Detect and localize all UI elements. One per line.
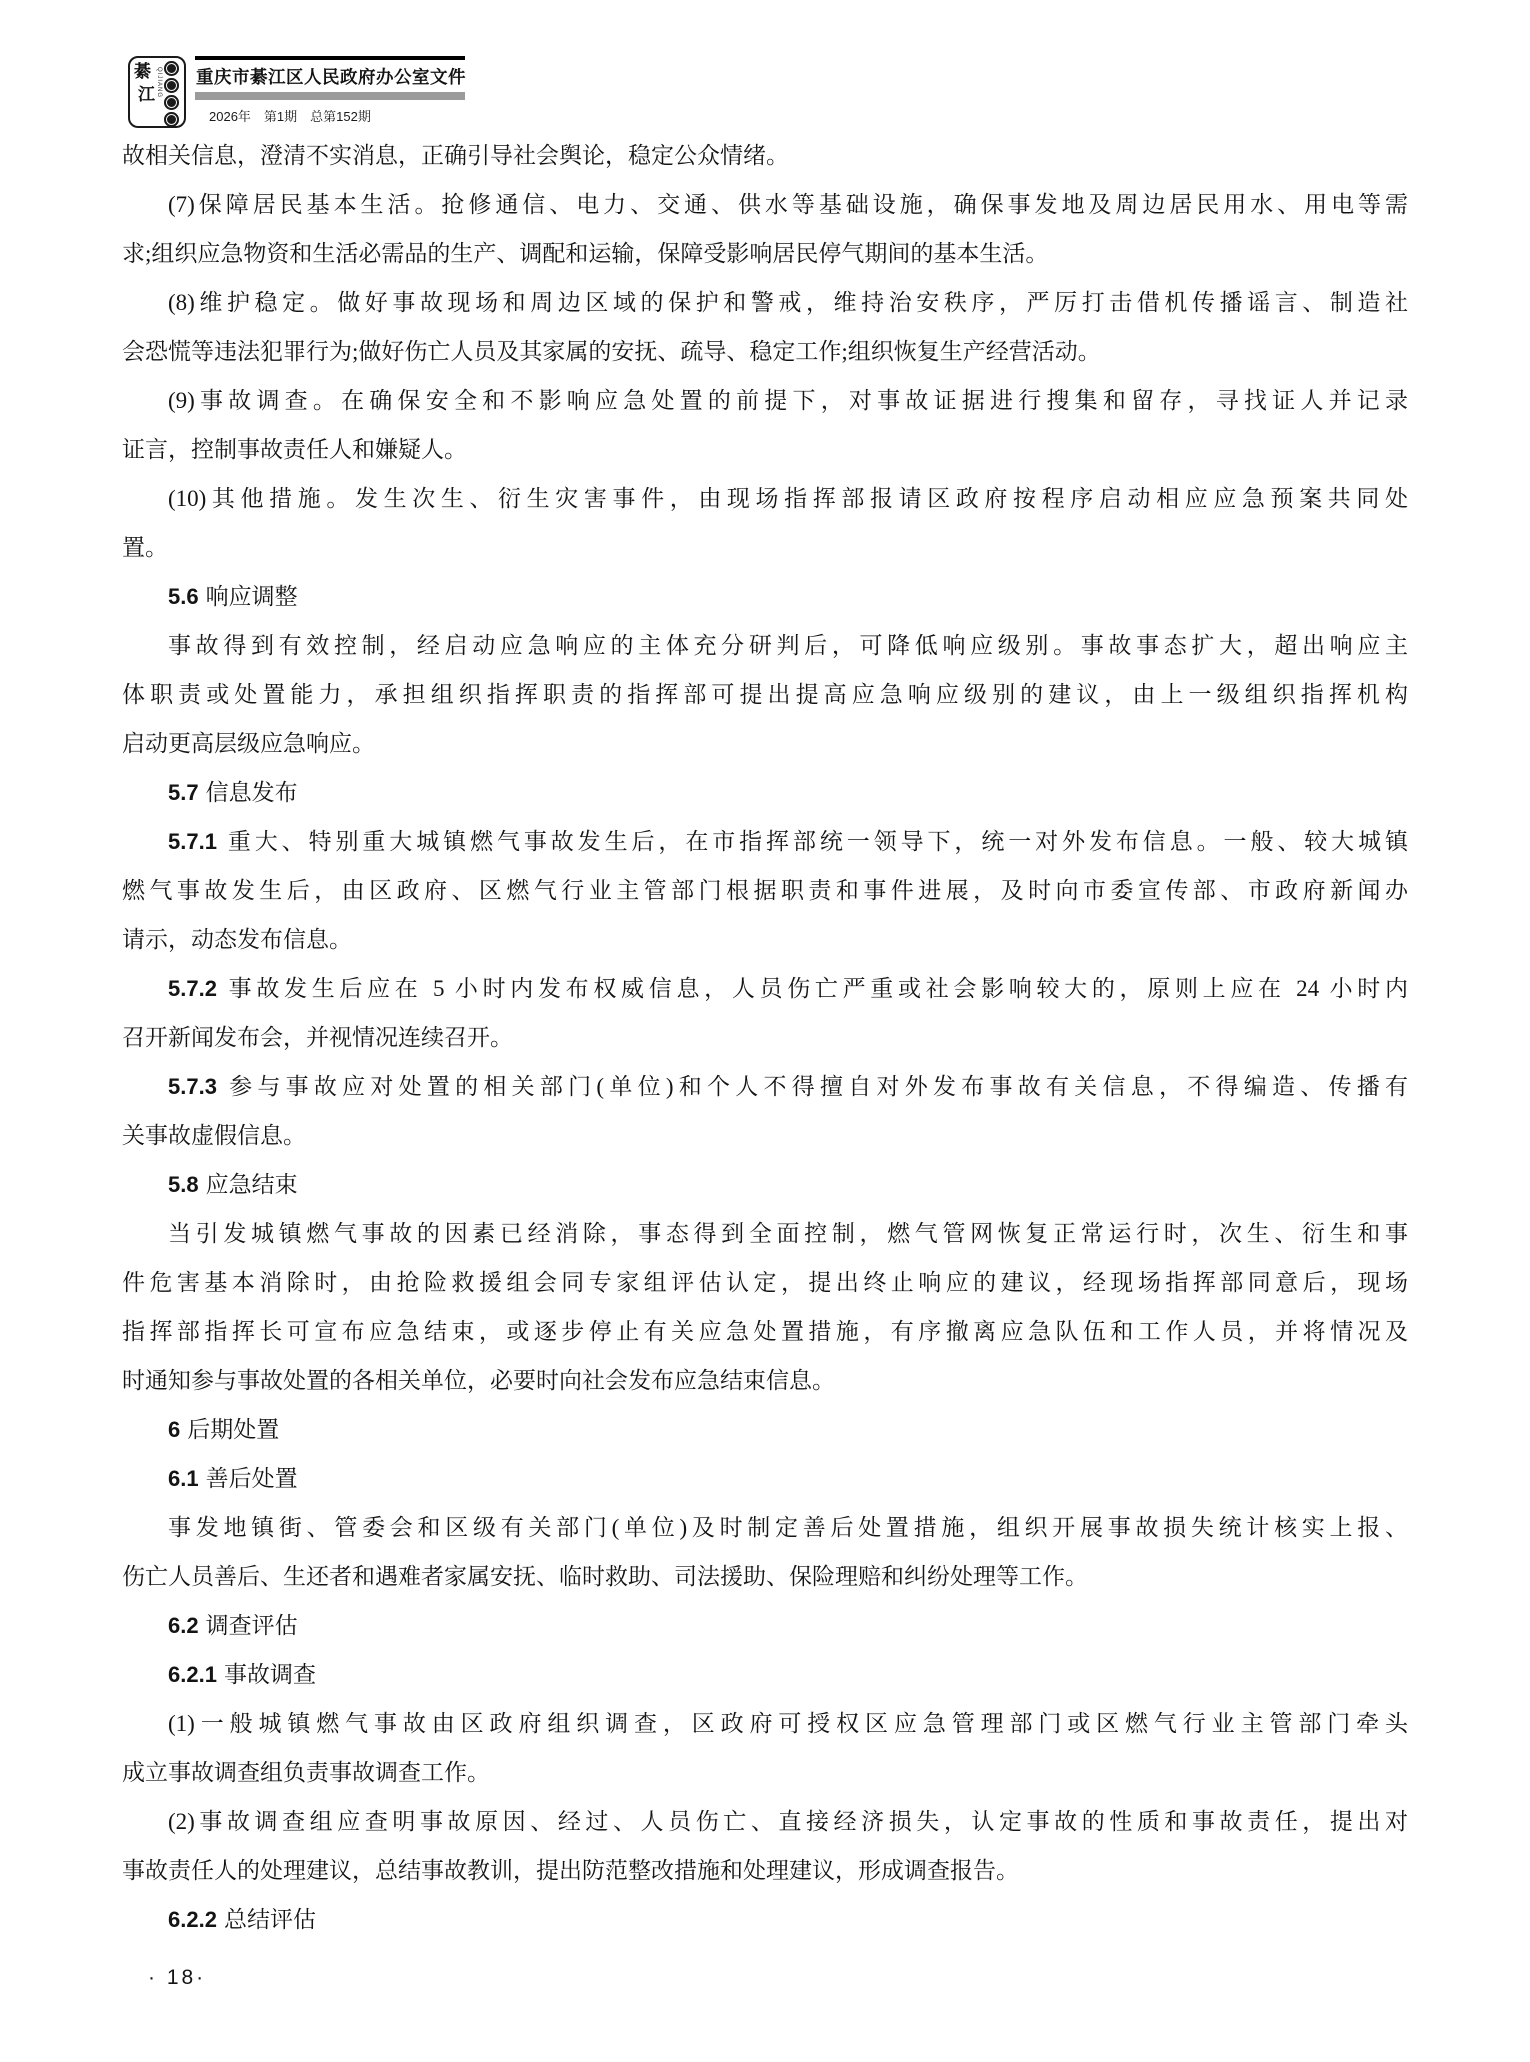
body-line: [122, 1356, 1408, 1405]
logo-char-1: 綦: [134, 62, 151, 81]
section-number: 5.7: [168, 780, 199, 805]
body-line: [122, 1552, 1408, 1601]
body-line: [122, 1307, 1408, 1356]
body-line: [122, 915, 1408, 964]
logo-seal-column: [164, 61, 179, 127]
seal-icon: [164, 61, 179, 76]
body-line: [122, 1503, 1408, 1552]
logo-romanized-label: QIJIANG: [156, 67, 162, 99]
section-number: 6: [168, 1417, 181, 1442]
line-text: (1)一般城镇燃气事故由区政府组织调查，区政府可授权区应急管理部门或区燃气行业主管部门牵头: [168, 1711, 1408, 1736]
line-text: 召开新闻发布会，并视情况连续召开。: [122, 1025, 513, 1050]
body-line: [122, 523, 1408, 572]
line-text: 事故调查: [223, 1662, 316, 1687]
logo-char-2: 江: [138, 84, 155, 104]
section-number: 6.2.2: [168, 1907, 217, 1932]
body-line: [122, 670, 1408, 719]
body-line: [122, 1454, 1408, 1503]
issue-info: 2026年 第1期 总第152期: [209, 109, 371, 124]
body-line: [122, 131, 1408, 180]
body-line: [122, 376, 1408, 425]
body-line: [122, 1258, 1408, 1307]
line-text: 求;组织应急物资和生活必需品的生产、调配和运输，保障受影响居民停气期间的基本生活。: [122, 241, 1049, 266]
section-number: 5.7.2: [168, 976, 217, 1001]
line-text: 启动更高层级应急响应。: [122, 731, 375, 756]
line-text: 伤亡人员善后、生还者和遇难者家属安抚、临时救助、司法援助、保险理赔和纠纷处理等工作。: [122, 1564, 1088, 1589]
page-number: · 18·: [148, 1966, 207, 1989]
line-text: 善后处置: [205, 1466, 298, 1491]
line-text: 信息发布: [205, 780, 298, 805]
section-number: 6.2: [168, 1613, 199, 1638]
line-text: (7)保障居民基本生活。抢修通信、电力、交通、供水等基础设施，确保事发地及周边居民用水、用电等需: [168, 192, 1408, 217]
body-line: [122, 1062, 1408, 1111]
line-text: 件危害基本消除时，由抢险救援组会同专家组评估认定，提出终止响应的建议，经现场指挥部同意后，现场: [122, 1270, 1408, 1295]
body-line: [122, 1160, 1408, 1209]
section-number: 6.2.1: [168, 1662, 217, 1687]
body-line: [122, 1601, 1408, 1650]
line-text: 事故得到有效控制，经启动应急响应的主体充分研判后，可降低响应级别。事故事态扩大，超出响应主: [168, 633, 1408, 658]
body-line: [122, 1013, 1408, 1062]
qijiang-logo: [128, 56, 186, 128]
line-text: 时通知参与事故处置的各相关单位，必要时向社会发布应急结束信息。: [122, 1368, 835, 1393]
line-text: 响应调整: [205, 584, 298, 609]
body-line: [122, 1209, 1408, 1258]
line-text: 应急结束: [205, 1172, 298, 1197]
body-text: [122, 131, 1408, 1944]
masthead: [128, 56, 465, 128]
line-text: 体职责或处置能力，承担组织指挥职责的指挥部可提出提高应急响应级别的建议，由上一级组织指挥机构: [122, 682, 1408, 707]
section-number: 5.7.1: [168, 829, 217, 854]
masthead-title-block: [195, 56, 465, 125]
line-text: (9)事故调查。在确保安全和不影响应急处置的前提下，对事故证据进行搜集和留存，寻找证人并记录: [168, 388, 1408, 413]
document-title: 重庆市綦江区人民政府办公室文件: [196, 67, 466, 87]
body-line: [122, 1797, 1408, 1846]
body-line: [122, 180, 1408, 229]
body-line: [122, 866, 1408, 915]
seal-icon: [164, 95, 179, 110]
line-text: (2)事故调查组应查明事故原因、经过、人员伤亡、直接经济损失，认定事故的性质和事故责任，提出对: [168, 1809, 1408, 1834]
line-text: (10)其他措施。发生次生、衍生灾害事件，由现场指挥部报请区政府按程序启动相应应急预案共同处: [168, 486, 1408, 511]
line-text: 成立事故调查组负责事故调查工作。: [122, 1760, 490, 1785]
line-text: (8)维护稳定。做好事故现场和周边区域的保护和警戒，维持治安秩序，严厉打击借机传播谣言、制造社: [168, 290, 1408, 315]
line-text: 指挥部指挥长可宣布应急结束，或逐步停止有关应急处置措施，有序撤离应急队伍和工作人员，并将情况及: [122, 1319, 1408, 1344]
line-text: 事故责任人的处理建议，总结事故教训，提出防范整改措施和处理建议，形成调查报告。: [122, 1858, 1019, 1883]
body-line: [122, 1748, 1408, 1797]
line-text: 当引发城镇燃气事故的因素已经消除，事态得到全面控制，燃气管网恢复正常运行时，次生、衍生和事: [168, 1221, 1408, 1246]
body-line: [122, 425, 1408, 474]
body-line: [122, 278, 1408, 327]
body-line: [122, 1699, 1408, 1748]
line-text: 调查评估: [205, 1613, 298, 1638]
gray-rule: [195, 92, 465, 100]
body-line: [122, 327, 1408, 376]
line-text: 关事故虚假信息。: [122, 1123, 306, 1148]
seal-icon: [164, 112, 179, 127]
body-line: [122, 1650, 1408, 1699]
body-line: [122, 621, 1408, 670]
body-line: [122, 474, 1408, 523]
line-text: 参与事故应对处置的相关部门(单位)和个人不得擅自对外发布事故有关信息，不得编造、传播有: [223, 1074, 1408, 1099]
body-line: [122, 817, 1408, 866]
seal-icon: [164, 78, 179, 93]
line-text: 证言，控制事故责任人和嫌疑人。: [122, 437, 467, 462]
body-line: [122, 964, 1408, 1013]
line-text: 总结评估: [223, 1907, 316, 1932]
section-number: 5.6: [168, 584, 199, 609]
line-text: 重大、特别重大城镇燃气事故发生后，在市指挥部统一领导下，统一对外发布信息。一般、较大城镇: [223, 829, 1408, 854]
body-line: [122, 1405, 1408, 1454]
line-text: 后期处置: [187, 1417, 280, 1442]
line-text: 事发地镇街、管委会和区级有关部门(单位)及时制定善后处置措施，组织开展事故损失统计核实上报、: [168, 1515, 1408, 1540]
body-line: [122, 1111, 1408, 1160]
section-number: 5.8: [168, 1172, 199, 1197]
section-number: 5.7.3: [168, 1074, 217, 1099]
line-text: 事故发生后应在 5 小时内发布权威信息，人员伤亡严重或社会影响较大的，原则上应在 24 小时内: [223, 976, 1408, 1001]
body-line: [122, 572, 1408, 621]
body-line: [122, 719, 1408, 768]
section-number: 6.1: [168, 1466, 199, 1491]
line-text: 故相关信息，澄清不实消息，正确引导社会舆论，稳定公众情绪。: [122, 143, 789, 168]
line-text: 置。: [122, 535, 168, 560]
body-line: [122, 768, 1408, 817]
logo-characters: [134, 61, 155, 107]
body-line: [122, 229, 1408, 278]
line-text: 会恐慌等违法犯罪行为;做好伤亡人员及其家属的安抚、疏导、稳定工作;组织恢复生产经营活动。: [122, 339, 1101, 364]
line-text: 请示，动态发布信息。: [122, 927, 352, 952]
body-line: [122, 1846, 1408, 1895]
line-text: 燃气事故发生后，由区政府、区燃气行业主管部门根据职责和事件进展，及时向市委宣传部、市政府新闻办: [122, 878, 1408, 903]
body-line: [122, 1895, 1408, 1944]
